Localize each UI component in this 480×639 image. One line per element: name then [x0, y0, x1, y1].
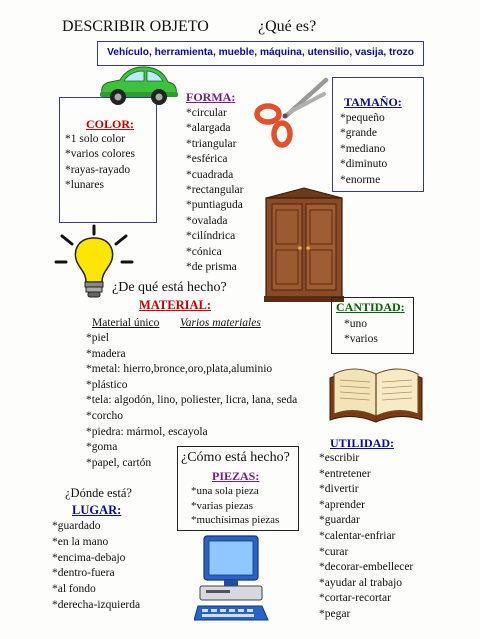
list-item: *varios colores: [65, 148, 135, 161]
list-item: *goma: [86, 441, 118, 454]
categories-text: Vehículo, herramienta, mueble, máquina, utensilio, vasija, trozo: [107, 47, 414, 58]
question-made-of: ¿De qué está hecho?: [112, 280, 227, 295]
list-item: *madera: [86, 347, 126, 360]
utilidad-heading: UTILIDAD:: [330, 436, 395, 450]
wardrobe-icon: [262, 186, 346, 304]
lugar-list: [52, 519, 140, 614]
forma-list: [186, 106, 243, 275]
material-single-label: Material único: [92, 317, 160, 329]
list-item: *circular: [186, 107, 227, 119]
list-item: *piedra: mármol, escayola: [86, 425, 208, 438]
lugar-heading: LUGAR:: [72, 503, 122, 517]
list-item: *ovalada: [186, 214, 228, 227]
list-item: *piel: [86, 332, 109, 344]
list-item: *dentro-fuera: [52, 567, 115, 580]
list-item: *enorme: [340, 173, 381, 186]
color-list: [65, 132, 135, 194]
color-heading: COLOR:: [86, 117, 135, 131]
list-item: *muchísimas piezas: [191, 514, 280, 527]
list-item: *metal: hierro,bronce,oro,plata,aluminio: [86, 363, 273, 376]
piezas-list: [191, 484, 279, 528]
question-what-is-it: ¿Qué es?: [258, 18, 317, 35]
car-icon: [96, 62, 180, 108]
list-item: *varias piezas: [191, 499, 253, 512]
list-item: *alargada: [186, 122, 231, 135]
list-item: *escribir: [319, 452, 360, 464]
list-item: *diminuto: [340, 158, 388, 171]
list-item: *guardar: [319, 514, 360, 527]
forma-heading: FORMA:: [186, 90, 236, 104]
list-item: *aprender: [319, 498, 365, 511]
question-where: ¿Dónde está?: [65, 486, 132, 500]
list-item: *ayudar al trabajo: [319, 576, 403, 589]
list-item: *en la mano: [52, 535, 109, 548]
list-item: *cilíndrica: [186, 230, 236, 243]
list-item: *cuadrada: [186, 168, 234, 181]
list-item: *esférica: [186, 153, 228, 166]
list-item: *lunares: [65, 179, 104, 192]
piezas-heading: PIEZAS:: [212, 469, 260, 483]
list-item: *grande: [340, 127, 378, 140]
list-item: *rectangular: [186, 184, 244, 197]
list-item: *triangular: [186, 137, 237, 150]
list-item: *divertir: [319, 483, 359, 496]
computer-icon: [194, 534, 270, 626]
list-item: *varios: [344, 333, 378, 346]
list-item: *al fondo: [52, 583, 96, 596]
utilidad-list: [319, 451, 413, 623]
book-icon: [326, 360, 426, 430]
page-title: DESCRIBIR OBJETO: [62, 18, 209, 35]
list-item: *de prisma: [186, 261, 237, 274]
list-item: *derecha-izquierda: [52, 598, 141, 611]
list-item: *encima-debajo: [52, 551, 126, 564]
material-heading: MATERIAL:: [139, 298, 212, 312]
list-item: *una sola pieza: [191, 485, 259, 497]
cantidad-heading: CANTIDAD:: [336, 300, 405, 314]
material-multiple-label: Varios materiales: [180, 317, 261, 329]
list-item: *tela: algodón, lino, poliester, licra, lana, seda: [86, 394, 298, 407]
list-item: *pegar: [319, 607, 351, 620]
list-item: *cortar-recortar: [319, 592, 391, 605]
tamano-heading: TAMAÑO:: [344, 95, 402, 109]
cantidad-list: [344, 317, 378, 348]
list-item: *papel, cartón: [86, 456, 152, 469]
list-item: *cónica: [186, 245, 222, 258]
list-item: *entretener: [319, 467, 371, 480]
list-item: *uno: [344, 318, 367, 330]
list-item: *pequeño: [340, 112, 385, 124]
list-item: *1 solo color: [65, 133, 126, 145]
list-item: *decorar-embellecer: [319, 561, 414, 574]
list-item: *mediano: [340, 142, 386, 155]
question-how-made: ¿Cómo está hecho?: [181, 450, 290, 465]
list-item: *curar: [319, 545, 349, 558]
scissors-icon: [252, 74, 330, 150]
list-item: *guardado: [52, 520, 101, 532]
list-item: *corcho: [86, 409, 124, 422]
tamano-list: [340, 111, 387, 188]
list-item: *calentar-enfriar: [319, 529, 396, 542]
list-item: *puntiaguda: [186, 199, 243, 212]
list-item: *plástico: [86, 378, 128, 391]
list-item: *rayas-rayado: [65, 163, 131, 176]
